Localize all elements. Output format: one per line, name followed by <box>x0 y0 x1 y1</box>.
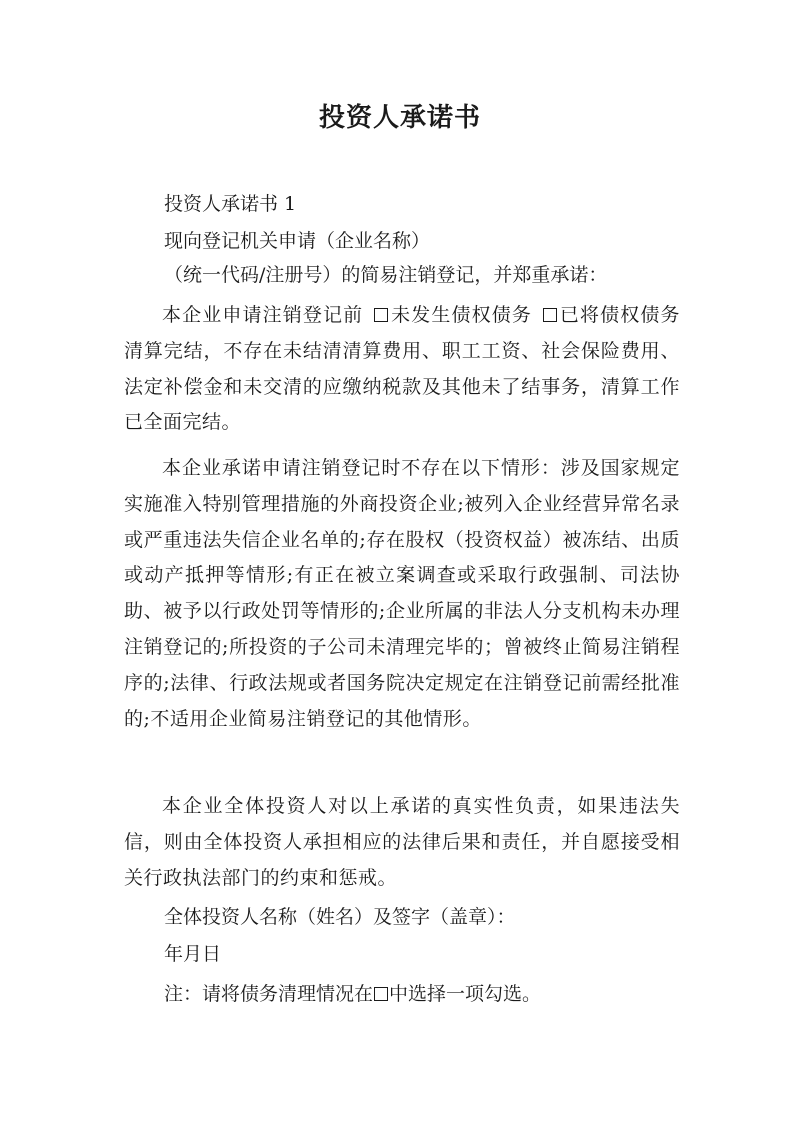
subtitle-line: 投资人承诺书 1 <box>164 193 297 215</box>
document-title: 投资人承诺书 <box>318 103 481 133</box>
signature-line: 全体投资人名称（姓名）及签字（盖章）： <box>164 906 516 928</box>
application-line: 现向登记机关申请（企业名称） <box>164 230 431 252</box>
no-debt-option-label: 未发生债权债务 <box>390 304 533 326</box>
debt-lead-text: 本企业申请注销登记前 <box>162 304 364 326</box>
debt-paragraph <box>124 298 680 441</box>
debt-settled-option-label: 已将债权债务清算完结，不存在未结清清算费用、职工工资、社会保险费用、法定补偿金和未交清的应缴纳税款及其他未了结事务，清算工作已全面完结。 <box>124 304 680 434</box>
no-debt-checkbox[interactable] <box>374 308 388 322</box>
debt-settled-checkbox[interactable] <box>543 308 557 322</box>
conditions-paragraph: 本企业承诺申请注销登记时不存在以下情形：涉及国家规定实施准入特别管理措施的外商投资企业;被列入企业经营异常名录或严重违法失信企业名单的;存在股权（投资权益）被冻结、出质或动产抵押等情形;有正在被立案调查或采取行政强制、司法协助、被予以行政处罚等情形的;企业所属的非法人分支机构未办理注销登记的;所投资的子公司未清理完毕的；曾被终止简易注销程序的;法律、行政法规或者国务院决定规定在注销登记前需经批准的;不适用企业简易注销登记的其他情形。 <box>124 457 680 730</box>
responsibility-paragraph: 本企业全体投资人对以上承诺的真实性负责，如果违法失信，则由全体投资人承担相应的法律后果和责任，并自愿接受相关行政执法部门的约束和惩戒。 <box>124 795 680 889</box>
note-checkbox-icon <box>374 987 388 1001</box>
date-line: 年月日 <box>164 943 222 965</box>
note-line <box>164 978 541 1010</box>
note-suffix: 中选择一项勾选。 <box>389 983 542 1005</box>
note-prefix: 注：请将债务清理情况在 <box>164 983 374 1005</box>
code-line: （统一代码/注册号）的简易注销登记，并郑重承诺： <box>164 264 608 286</box>
